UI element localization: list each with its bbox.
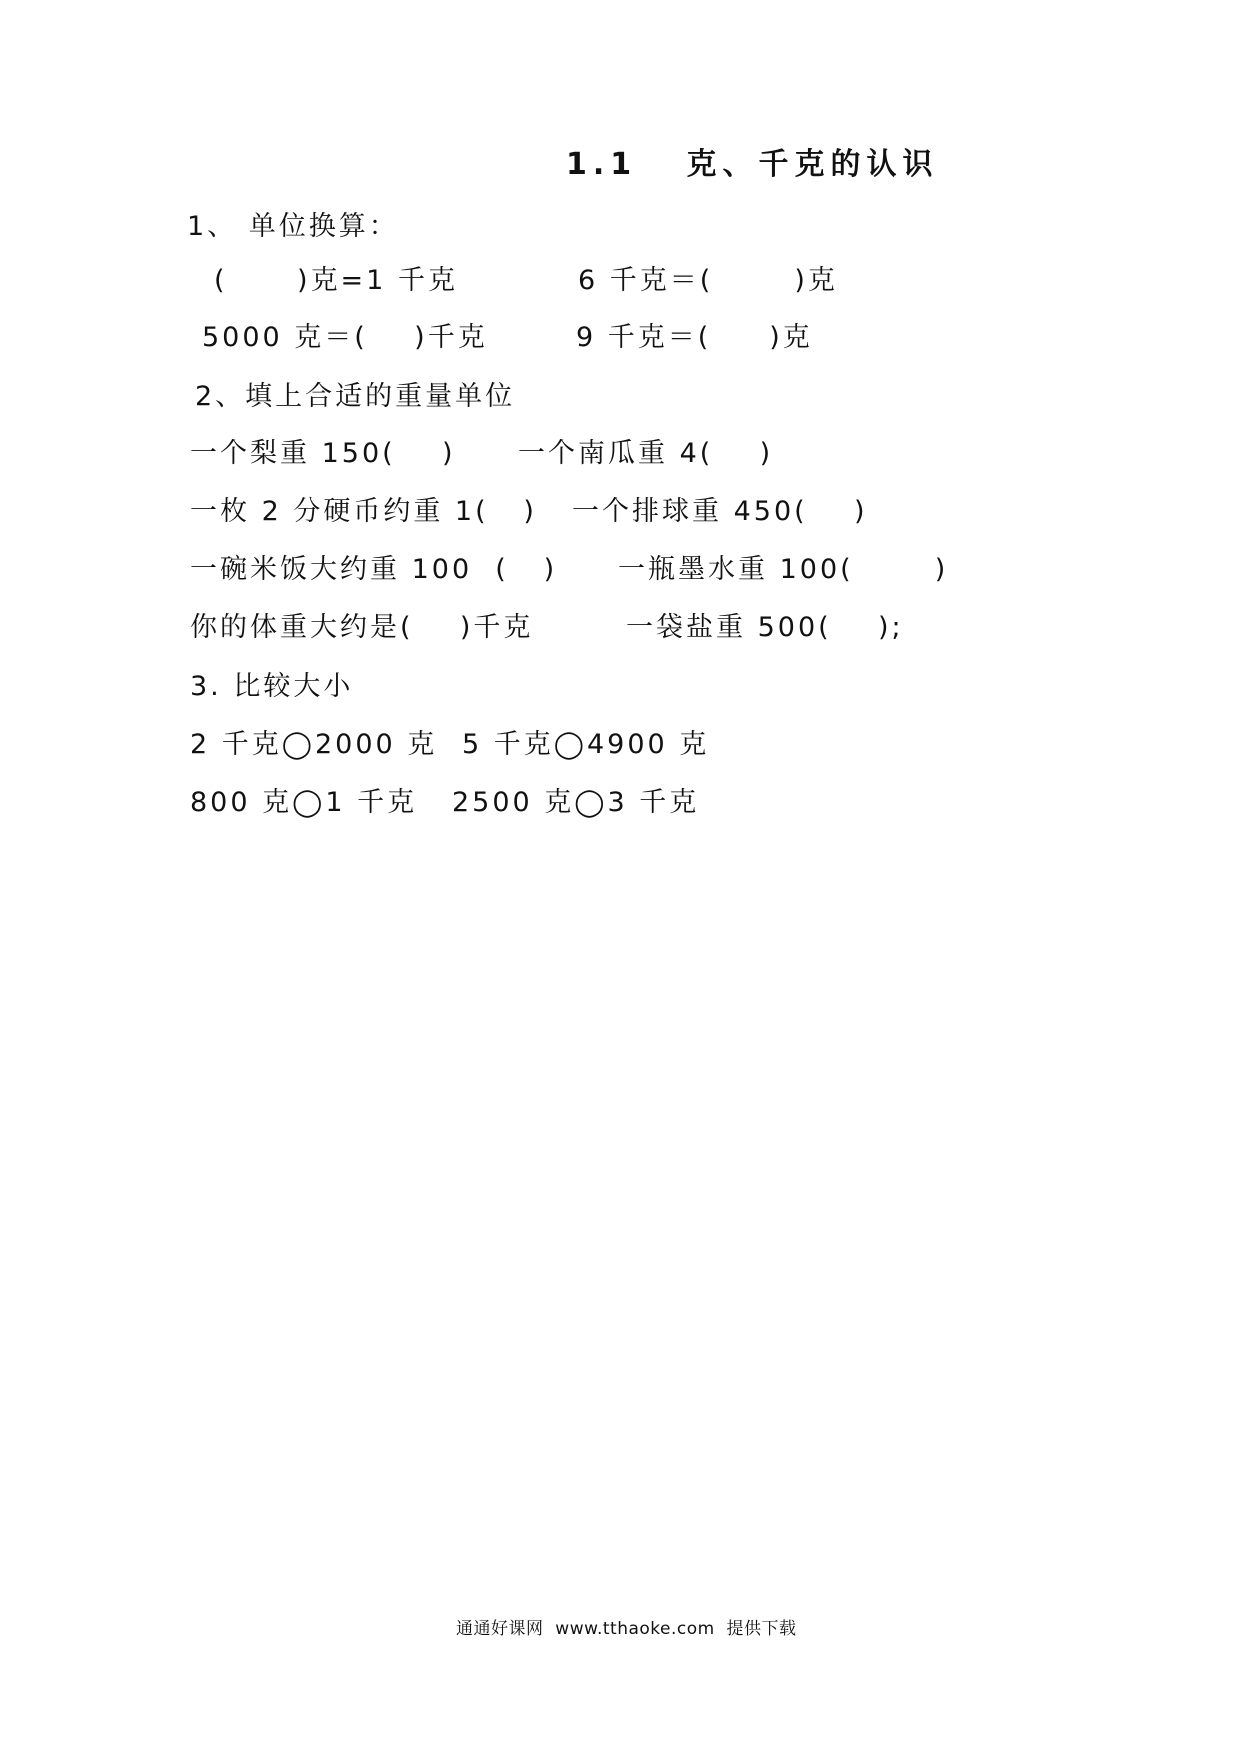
page-title: 1.1 克、千克的认识	[566, 147, 939, 182]
question-1-heading: 1、 单位换算：	[187, 211, 399, 242]
q2-item-7: 你的体重大约是( )千克	[190, 612, 534, 643]
q1-item-3: 5000 克＝( )千克	[202, 322, 488, 353]
question-3-heading: 3. 比较大小	[190, 671, 354, 702]
q3-item-3: 800 克◯1 千克	[190, 787, 418, 818]
q3-item-2: 5 千克◯4900 克	[462, 729, 710, 760]
q2-item-4: 一个排球重 450( )	[572, 496, 868, 527]
q1-item-4: 9 千克＝( )克	[576, 322, 813, 353]
q1-item-1: ( )克=1 千克	[214, 265, 458, 296]
q2-item-3: 一枚 2 分硬币约重 1( )	[190, 496, 537, 527]
q2-item-1: 一个梨重 150( )	[190, 438, 456, 469]
q2-item-5: 一碗米饭大约重 100 ( )	[190, 554, 558, 585]
q3-item-4: 2500 克◯3 千克	[452, 787, 700, 818]
question-2-heading: 2、填上合适的重量单位	[195, 381, 516, 412]
q2-item-8: 一袋盐重 500( );	[626, 612, 904, 643]
q3-item-1: 2 千克◯2000 克	[190, 729, 438, 760]
q2-item-2: 一个南瓜重 4( )	[518, 438, 774, 469]
footer-credit: 通通好课网 www.tthaoke.com 提供下载	[456, 1619, 797, 1639]
q1-item-2: 6 千克＝( )克	[578, 265, 838, 296]
q2-item-6: 一瓶墨水重 100( )	[618, 554, 949, 585]
